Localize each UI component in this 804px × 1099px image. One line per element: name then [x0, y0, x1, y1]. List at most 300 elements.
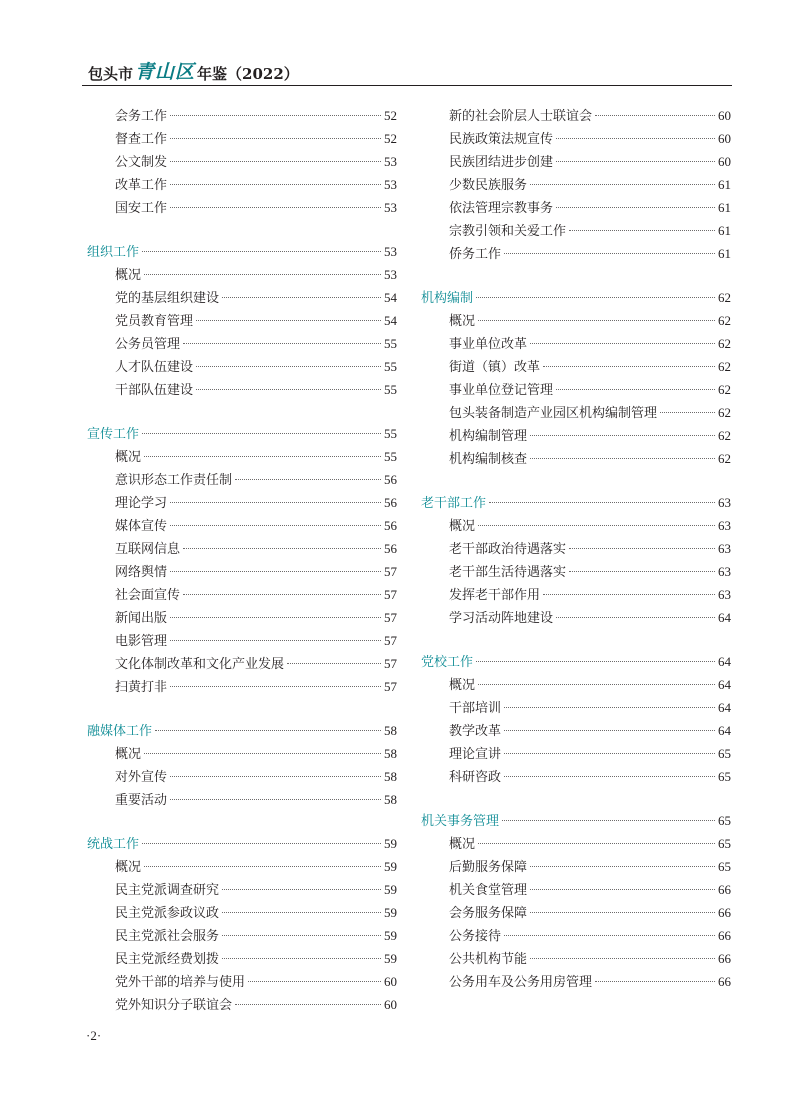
toc-entry[interactable]	[421, 196, 731, 219]
dot-leader	[170, 502, 381, 503]
dot-leader	[543, 366, 715, 367]
toc-column-right	[421, 104, 731, 1014]
toc-entry[interactable]	[87, 742, 397, 765]
toc-entry[interactable]	[87, 355, 397, 378]
toc-entry[interactable]	[421, 514, 731, 537]
toc-entry[interactable]	[421, 355, 731, 378]
dot-leader	[489, 502, 715, 503]
toc-entry[interactable]	[421, 242, 731, 265]
section-title: 机关事务管理	[421, 814, 500, 829]
toc-entry[interactable]	[421, 583, 731, 606]
page-ref: 59	[384, 882, 397, 897]
toc-entry[interactable]	[421, 424, 731, 447]
toc-entry[interactable]	[421, 719, 731, 742]
page-ref: 62	[718, 336, 731, 351]
page-ref: 64	[718, 677, 731, 692]
page-ref: 65	[718, 769, 731, 784]
entry-title: 公务接待	[449, 929, 502, 944]
dot-leader	[530, 343, 715, 344]
toc-entry[interactable]	[421, 673, 731, 696]
dot-leader	[595, 115, 715, 116]
header-city: 包头市	[88, 65, 134, 83]
entry-title: 公务员管理	[115, 337, 181, 352]
entry-title: 机构编制管理	[449, 429, 528, 444]
page-ref: 63	[718, 518, 731, 533]
dot-leader	[504, 935, 715, 936]
dot-leader	[504, 730, 715, 731]
page-ref: 61	[718, 246, 731, 261]
entry-title: 会务服务保障	[449, 906, 528, 921]
toc-entry[interactable]	[421, 447, 731, 470]
dot-leader	[144, 866, 381, 867]
toc-section-heading[interactable]	[421, 286, 731, 309]
page-ref: 60	[384, 974, 397, 989]
page-ref: 59	[384, 951, 397, 966]
entry-title: 新的社会阶层人士联谊会	[449, 109, 593, 124]
entry-title: 干部培训	[449, 701, 502, 716]
entry-title: 事业单位登记管理	[449, 383, 554, 398]
entry-title: 民主党派经费划拨	[115, 952, 220, 967]
toc-entry[interactable]	[87, 309, 397, 332]
dot-leader	[235, 479, 381, 480]
dot-leader	[530, 889, 715, 890]
page-ref: 55	[384, 382, 397, 397]
entry-title: 党外知识分子联谊会	[115, 998, 233, 1013]
entry-title: 依法管理宗教事务	[449, 201, 554, 216]
page-ref: 56	[384, 495, 397, 510]
dot-leader	[595, 981, 715, 982]
entry-title: 网络舆情	[115, 565, 168, 580]
dot-leader	[170, 617, 381, 618]
page-ref: 62	[718, 359, 731, 374]
dot-leader	[235, 1004, 381, 1005]
toc-entry[interactable]	[87, 970, 397, 993]
toc-entry[interactable]	[421, 832, 731, 855]
page-ref: 62	[718, 428, 731, 443]
page-ref: 60	[718, 108, 731, 123]
dot-leader	[144, 274, 381, 275]
toc-entry[interactable]	[87, 127, 397, 150]
toc-entry[interactable]	[87, 560, 397, 583]
toc-entry[interactable]	[421, 537, 731, 560]
dot-leader	[144, 456, 381, 457]
page-ref: 65	[718, 813, 731, 828]
toc-section-heading[interactable]	[87, 240, 397, 263]
toc-entry[interactable]	[421, 309, 731, 332]
toc-section	[421, 491, 731, 629]
header-rule	[82, 85, 732, 86]
dot-leader	[478, 843, 715, 844]
entry-title: 党的基层组织建设	[115, 291, 220, 306]
entry-title: 对外宣传	[115, 770, 168, 785]
page-ref: 60	[384, 997, 397, 1012]
toc-entry[interactable]	[87, 378, 397, 401]
toc-section-heading[interactable]	[421, 809, 731, 832]
toc-entry[interactable]	[421, 173, 731, 196]
dot-leader	[569, 548, 715, 549]
page-ref: 61	[718, 223, 731, 238]
entry-title: 文化体制改革和文化产业发展	[115, 657, 285, 672]
page-ref: 53	[384, 200, 397, 215]
dot-leader	[142, 251, 381, 252]
toc-entry[interactable]	[421, 332, 731, 355]
toc-entry[interactable]	[421, 878, 731, 901]
dot-leader	[170, 115, 381, 116]
page-ref: 56	[384, 472, 397, 487]
dot-leader	[504, 776, 715, 777]
entry-title: 社会面宣传	[115, 588, 181, 603]
toc-section	[87, 832, 397, 1016]
page-ref: 62	[718, 382, 731, 397]
toc-entry[interactable]	[87, 537, 397, 560]
entry-title: 干部队伍建设	[115, 383, 194, 398]
toc-section-heading[interactable]	[87, 719, 397, 742]
toc-section	[421, 104, 731, 265]
entry-title: 会务工作	[115, 109, 168, 124]
toc-section-heading[interactable]	[421, 650, 731, 673]
toc-section	[421, 809, 731, 993]
page-ref: 53	[384, 177, 397, 192]
page-ref: 63	[718, 587, 731, 602]
page-ref: 57	[384, 656, 397, 671]
dot-leader	[476, 661, 715, 662]
entry-title: 公文制发	[115, 155, 168, 170]
entry-title: 媒体宣传	[115, 519, 168, 534]
page-ref: 52	[384, 108, 397, 123]
entry-title: 民族政策法规宣传	[449, 132, 554, 147]
dot-leader	[287, 663, 381, 664]
page-ref: 58	[384, 746, 397, 761]
dot-leader	[530, 184, 715, 185]
entry-title: 人才队伍建设	[115, 360, 194, 375]
page-ref: 55	[384, 336, 397, 351]
page-ref: 53	[384, 267, 397, 282]
entry-title: 少数民族服务	[449, 178, 528, 193]
toc-entry[interactable]	[421, 150, 731, 173]
toc-section-heading[interactable]	[87, 832, 397, 855]
entry-title: 民主党派调查研究	[115, 883, 220, 898]
entry-title: 概况	[115, 860, 142, 875]
page-ref: 57	[384, 564, 397, 579]
entry-title: 学习活动阵地建设	[449, 611, 554, 626]
page-ref: 64	[718, 610, 731, 625]
page-ref: 55	[384, 449, 397, 464]
page-ref: 59	[384, 905, 397, 920]
dot-leader	[196, 389, 381, 390]
dot-leader	[222, 297, 381, 298]
dot-leader	[170, 138, 381, 139]
page-ref: 63	[718, 541, 731, 556]
dot-leader	[478, 320, 715, 321]
toc-entry[interactable]	[87, 583, 397, 606]
entry-title: 机构编制核查	[449, 452, 528, 467]
page-ref: 64	[718, 700, 731, 715]
entry-title: 包头装备制造产业园区机构编制管理	[449, 406, 658, 421]
toc-entry[interactable]	[421, 947, 731, 970]
dot-leader	[170, 799, 381, 800]
page-ref: 60	[718, 154, 731, 169]
toc-section-heading[interactable]	[421, 491, 731, 514]
dot-leader	[222, 935, 381, 936]
page-ref: 65	[718, 836, 731, 851]
entry-title: 理论学习	[115, 496, 168, 511]
page-ref: 62	[718, 290, 731, 305]
page-ref: 54	[384, 290, 397, 305]
toc-entry[interactable]	[87, 173, 397, 196]
page-number: ·2·	[86, 1028, 102, 1043]
dot-leader	[502, 820, 715, 821]
toc-entry[interactable]	[87, 514, 397, 537]
toc-entry[interactable]	[87, 878, 397, 901]
toc-entry[interactable]	[87, 652, 397, 675]
entry-title: 概况	[449, 314, 476, 329]
toc-section-heading[interactable]	[87, 422, 397, 445]
page-ref: 58	[384, 769, 397, 784]
dot-leader	[170, 207, 381, 208]
entry-title: 民主党派社会服务	[115, 929, 220, 944]
toc-entry[interactable]	[421, 901, 731, 924]
entry-title: 重要活动	[115, 793, 168, 808]
entry-title: 电影管理	[115, 634, 168, 649]
dot-leader	[530, 866, 715, 867]
toc-entry[interactable]	[87, 993, 397, 1016]
toc-entry[interactable]	[421, 924, 731, 947]
toc-entry[interactable]	[87, 901, 397, 924]
dot-leader	[248, 981, 381, 982]
toc-entry[interactable]	[421, 378, 731, 401]
page-ref: 59	[384, 928, 397, 943]
page-ref: 57	[384, 633, 397, 648]
toc-section	[421, 286, 731, 470]
entry-title: 后勤服务保障	[449, 860, 528, 875]
toc-entry[interactable]	[421, 742, 731, 765]
page-ref: 57	[384, 679, 397, 694]
dot-leader	[222, 912, 381, 913]
toc-entry[interactable]	[421, 127, 731, 150]
entry-title: 事业单位改革	[449, 337, 528, 352]
dot-leader	[569, 571, 715, 572]
section-title: 宣传工作	[87, 427, 140, 442]
entry-title: 概况	[115, 450, 142, 465]
toc-section	[87, 240, 397, 401]
entry-title: 公共机构节能	[449, 952, 528, 967]
page-ref: 60	[718, 131, 731, 146]
page-ref: 57	[384, 587, 397, 602]
page-ref: 66	[718, 905, 731, 920]
toc-entry[interactable]	[87, 150, 397, 173]
toc-entry[interactable]	[87, 491, 397, 514]
page-ref: 65	[718, 746, 731, 761]
dot-leader	[170, 776, 381, 777]
dot-leader	[144, 753, 381, 754]
entry-title: 改革工作	[115, 178, 168, 193]
entry-title: 民主党派参政议政	[115, 906, 220, 921]
toc-entry[interactable]	[421, 401, 731, 424]
toc-section	[87, 719, 397, 811]
toc-entry[interactable]	[421, 696, 731, 719]
page-ref: 64	[718, 654, 731, 669]
dot-leader	[170, 640, 381, 641]
entry-title: 党外干部的培养与使用	[115, 975, 246, 990]
entry-title: 国安工作	[115, 201, 168, 216]
dot-leader	[530, 458, 715, 459]
entry-title: 街道（镇）改革	[449, 360, 541, 375]
page-ref: 55	[384, 426, 397, 441]
page-ref: 53	[384, 244, 397, 259]
entry-title: 理论宣讲	[449, 747, 502, 762]
toc-entry[interactable]	[421, 219, 731, 242]
dot-leader	[530, 958, 715, 959]
section-title: 党校工作	[421, 655, 474, 670]
page-ref: 58	[384, 723, 397, 738]
entry-title: 公务用车及公务用房管理	[449, 975, 593, 990]
toc-entry[interactable]	[87, 629, 397, 652]
page-ref: 53	[384, 154, 397, 169]
toc-entry[interactable]	[87, 196, 397, 219]
toc-entry[interactable]	[87, 788, 397, 811]
dot-leader	[504, 753, 715, 754]
dot-leader	[196, 366, 381, 367]
page-ref: 61	[718, 177, 731, 192]
dot-leader	[556, 617, 715, 618]
dot-leader	[556, 207, 715, 208]
entry-title: 机关食堂管理	[449, 883, 528, 898]
page-ref: 62	[718, 405, 731, 420]
dot-leader	[183, 548, 381, 549]
entry-title: 党员教育管理	[115, 314, 194, 329]
page-ref: 66	[718, 951, 731, 966]
toc-entry[interactable]	[87, 855, 397, 878]
dot-leader	[556, 138, 715, 139]
dot-leader	[155, 730, 381, 731]
dot-leader	[183, 594, 381, 595]
dot-leader	[556, 389, 715, 390]
toc-entry[interactable]	[87, 332, 397, 355]
entry-title: 老干部生活待遇落实	[449, 565, 567, 580]
page-ref: 63	[718, 495, 731, 510]
entry-title: 扫黄打非	[115, 680, 168, 695]
section-title: 统战工作	[87, 837, 140, 852]
dot-leader	[530, 912, 715, 913]
page-ref: 57	[384, 610, 397, 625]
page-ref: 56	[384, 541, 397, 556]
dot-leader	[504, 707, 715, 708]
section-title: 机构编制	[421, 291, 474, 306]
dot-leader	[222, 889, 381, 890]
page-ref: 52	[384, 131, 397, 146]
toc-entry[interactable]	[421, 855, 731, 878]
toc-entry[interactable]	[87, 765, 397, 788]
section-title: 组织工作	[87, 245, 140, 260]
entry-title: 科研咨政	[449, 770, 502, 785]
entry-title: 概况	[115, 747, 142, 762]
toc-section	[87, 104, 397, 219]
entry-title: 侨务工作	[449, 247, 502, 262]
dot-leader	[170, 686, 381, 687]
dot-leader	[142, 433, 381, 434]
dot-leader	[478, 525, 715, 526]
toc-entry[interactable]	[421, 104, 731, 127]
page-ref: 66	[718, 974, 731, 989]
toc-entry[interactable]	[87, 445, 397, 468]
page-ref: 55	[384, 359, 397, 374]
entry-title: 宗教引领和关爱工作	[449, 224, 567, 239]
entry-title: 概况	[449, 678, 476, 693]
dot-leader	[222, 958, 381, 959]
header-yearbook: 年鉴（2022）	[197, 65, 299, 83]
entry-title: 互联网信息	[115, 542, 181, 557]
page-ref: 66	[718, 928, 731, 943]
page-ref: 56	[384, 518, 397, 533]
toc-entry[interactable]	[421, 970, 731, 993]
entry-title: 概况	[115, 268, 142, 283]
toc-entry[interactable]	[87, 675, 397, 698]
toc-entry[interactable]	[87, 104, 397, 127]
entry-title: 民族团结进步创建	[449, 155, 554, 170]
page-ref: 66	[718, 882, 731, 897]
toc-entry[interactable]	[87, 924, 397, 947]
dot-leader	[556, 161, 715, 162]
page-ref: 62	[718, 451, 731, 466]
page-ref: 59	[384, 836, 397, 851]
dot-leader	[170, 184, 381, 185]
header-brand: 青山区	[135, 61, 196, 83]
entry-title: 意识形态工作责任制	[115, 473, 233, 488]
entry-title: 督查工作	[115, 132, 168, 147]
running-header	[88, 54, 728, 84]
toc-entry[interactable]	[87, 286, 397, 309]
toc-column-left	[87, 104, 397, 1037]
dot-leader	[170, 525, 381, 526]
dot-leader	[660, 412, 715, 413]
dot-leader	[183, 343, 381, 344]
toc-entry[interactable]	[421, 606, 731, 629]
toc-entry[interactable]	[87, 606, 397, 629]
dot-leader	[170, 161, 381, 162]
toc-entry[interactable]	[87, 468, 397, 491]
page-ref: 59	[384, 859, 397, 874]
page-ref: 65	[718, 859, 731, 874]
dot-leader	[569, 230, 715, 231]
page-ref: 54	[384, 313, 397, 328]
dot-leader	[170, 571, 381, 572]
section-title: 老干部工作	[421, 496, 487, 511]
toc-entry[interactable]	[87, 947, 397, 970]
dot-leader	[504, 253, 715, 254]
dot-leader	[530, 435, 715, 436]
page-ref: 64	[718, 723, 731, 738]
toc-entry[interactable]	[421, 765, 731, 788]
toc-section	[87, 422, 397, 698]
dot-leader	[142, 843, 381, 844]
entry-title: 新闻出版	[115, 611, 168, 626]
entry-title: 老干部政治待遇落实	[449, 542, 567, 557]
dot-leader	[196, 320, 381, 321]
page-ref: 62	[718, 313, 731, 328]
toc-section	[421, 650, 731, 788]
dot-leader	[476, 297, 715, 298]
toc-entry[interactable]	[421, 560, 731, 583]
toc-entry[interactable]	[87, 263, 397, 286]
dot-leader	[543, 594, 715, 595]
page-ref: 58	[384, 792, 397, 807]
dot-leader	[478, 684, 715, 685]
entry-title: 教学改革	[449, 724, 502, 739]
section-title: 融媒体工作	[87, 724, 153, 739]
page-ref: 61	[718, 200, 731, 215]
entry-title: 概况	[449, 837, 476, 852]
entry-title: 发挥老干部作用	[449, 588, 541, 603]
